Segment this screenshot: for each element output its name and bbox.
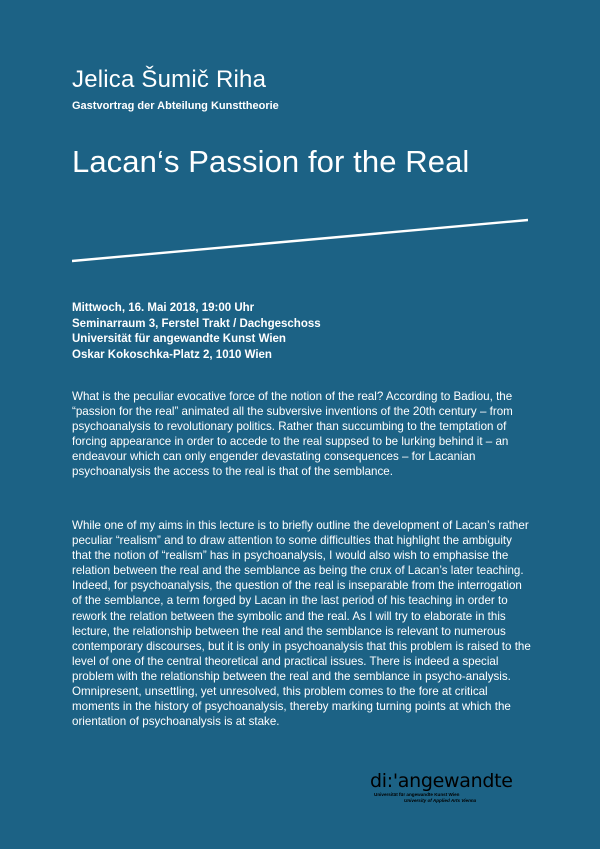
divider-line bbox=[72, 218, 528, 263]
event-date: Mittwoch, 16. Mai 2018, 19:00 Uhr bbox=[72, 302, 255, 314]
abstract-paragraph: What is the peculiar evocative force of the notion of the real? According to Badiou, the “passion for the real” animated all the subversive inventions of the 20th century – from psychoanalysis to revolutionary politics. Rather than succumbing to the temptation of forcing appearance in order to accede to the real suppsed to be lurking behind it – an endeavour which can only engender devastating consequences – for Lacanian psychoanalysis the access to the real is that of the semblance. bbox=[72, 390, 513, 479]
lecture-title: Lacan‘s Passion for the Real bbox=[72, 144, 470, 179]
angewandte-logo bbox=[370, 770, 540, 803]
event-details bbox=[72, 301, 321, 363]
logo-subline-en: University of Applied Arts Vienna bbox=[404, 797, 477, 803]
speaker-name: Jelica Šumič Riha bbox=[72, 66, 267, 93]
logo-wordmark: di:'angewandte bbox=[370, 770, 513, 792]
subtitle: Gastvortrag der Abteilung Kunsttheorie bbox=[72, 100, 279, 112]
event-institution: Universität für angewandte Kunst Wien bbox=[72, 333, 286, 345]
logo-subline-de: Universität für angewandte Kunst Wien bbox=[374, 792, 460, 797]
event-address: Oskar Kokoschka-Platz 2, 1010 Wien bbox=[72, 348, 272, 361]
event-room: Seminarraum 3, Ferstel Trakt / Dachgeschoss bbox=[72, 317, 321, 330]
abstract-paragraph: While one of my aims in this lecture is to briefly outline the development of Lacan’s rather peculiar “realism” and to draw attention to some difficulties that highlight the ambiguity that the notion of “realism” has in psychoanalysis, I would also wish to emphasise the relation between the real and the semblance as being the crux of Lacan’s later teaching. Indeed, for psychoanalysis, the question of the real is inseparable from the interrogation of the semblance, a term forged by Lacan in the last period of his teaching in order to rework the relation between the symbolic and the real. As I will try to elaborate in this lecture, the relationship between the real and the semblance is relevant to numerous contemporary discourses, but it is only in psychoanalysis that this problem is raised to the level of one of the central theoretical and practical issues. There is indeed a special problem with the relationship between the real and the semblance in psycho-analysis. Omnipresent, unsettling, yet unresolved, this problem comes to the fore at critical moments in the history of psychoanalysis, thereby marking turning points at which the orientation of psychoanalysis is at stake. bbox=[72, 519, 531, 729]
